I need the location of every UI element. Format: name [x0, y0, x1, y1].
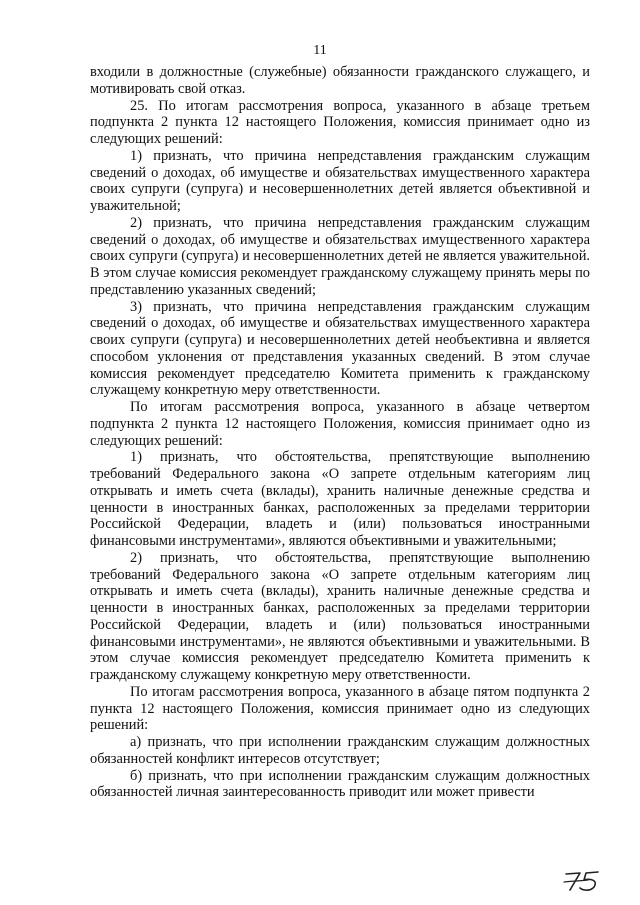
document-body — [90, 64, 590, 801]
paragraph-fourth-option-1: 1) признать, что обстоятельства, препятствующие выполнению требований Федерального закона «О запрете отдельным категориям лиц открывать и иметь счета (вклады), хранить наличные денежные средства и ценности в иностранных банках, расположенных за пределами территории Российской Федерации, владеть и (или) пользоваться иностранными финансовыми инструментами», являются объективными и уважительными; — [90, 449, 590, 549]
paragraph-fifth-option-a: а) признать, что при исполнении гражданским служащим должностных обязанностей конфликт интересов отсутствует; — [90, 734, 590, 767]
paragraph-25-option-3: 3) признать, что причина непредставления гражданским служащим сведений о доходах, об имуществе и обязательствах имущественного характера своих супруги (супруга) и несовершеннолетних детей необъективна и является способом уклонения от представления указанных сведений. В этом случае комиссия рекомендует председателю Комитета применить к гражданскому служащему конкретную меру ответственности. — [90, 298, 590, 399]
paragraph-25-option-1: 1) признать, что причина непредставления гражданским служащим сведений о доходах, об имуществе и обязательствах имущественного характера своих супруги (супруга) и несовершеннолетних детей является объективной и уважительной; — [90, 147, 590, 214]
paragraph-fourth-abzats: По итогам рассмотрения вопроса, указанного в абзаце четвертом подпункта 2 пункта 12 настоящего Положения, комиссия принимает одно из следующих решений: — [90, 399, 590, 449]
paragraph-fifth-abzats: По итогам рассмотрения вопроса, указанного в абзаце пятом подпункта 2 пункта 12 настоящего Положения, комиссия принимает одно из следующих решений: — [90, 683, 590, 734]
paragraph-continuation: входили в должностные (служебные) обязанности гражданского служащего, и мотивировать свой отказ. — [90, 64, 590, 97]
paragraph-25-option-2: 2) признать, что причина непредставления гражданским служащим сведений о доходах, об имуществе и обязательствах имущественного характера своих супруги (супруга) и несовершеннолетних детей не является уважительной. В этом случае комиссия рекомендует гражданскому служащему принять меры по представлению указанных сведений; — [90, 214, 590, 298]
paragraph-fourth-option-2: 2) признать, что обстоятельства, препятствующие выполнению требований Федерального закона «О запрете отдельным категориям лиц открывать и иметь счета (вклады), хранить наличные денежные средства и ценности в иностранных банках, расположенных за пределами территории Российской Федерации, владеть и (или) пользоваться иностранными финансовыми инструментами», не являются объективными и уважительными. В этом случае комиссия рекомендует председателю Комитета применить к гражданскому служащему конкретную меру ответственности. — [90, 549, 590, 683]
handwritten-page-mark — [562, 868, 622, 894]
paragraph-item-25: 25. По итогам рассмотрения вопроса, указанного в абзаце третьем подпункта 2 пункта 12 настоящего Положения, комиссия принимает одно из следующих решений: — [90, 97, 590, 147]
page-number: 11 — [313, 43, 327, 58]
paragraph-fifth-option-b: б) признать, что при исполнении гражданским служащим должностных обязанностей личная заинтересованность приводит или может привести — [90, 767, 590, 801]
